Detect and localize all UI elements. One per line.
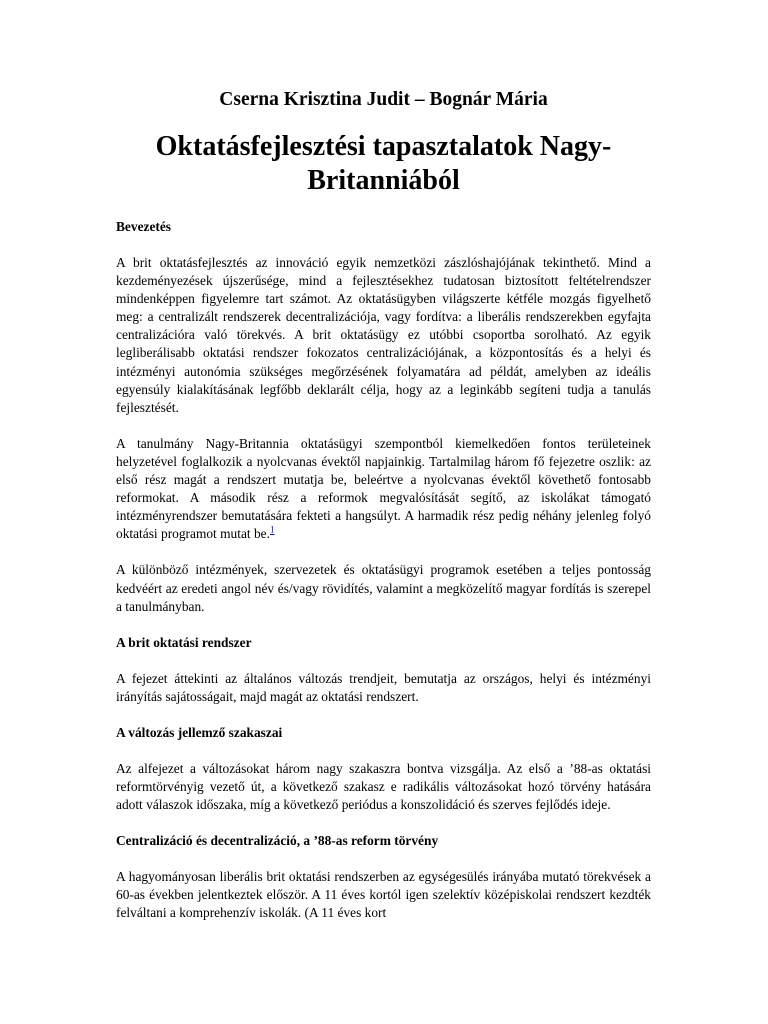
spacer — [116, 543, 651, 561]
paragraph — [116, 435, 651, 544]
paragraph: A hagyományosan liberális brit oktatási rendszerben az egységesülés irányába mutató törekvések a 60-as években jelentkeztek először. A 11 éves kortól igen szelektív középiskolai rendszert kezdték felváltani a komprehenzív iskolák. (A 11 éves kort — [116, 869, 651, 921]
paragraph: Az alfejezet a változásokat három nagy szakaszra bontva vizsgálja. Az első a ’88-as oktatási reformtörvényig vezető út, a következő szakasz e radikális változásokat hozó törvény hatására adott válaszok időszaka, míg a következő periódus a konszolidáció és szerves fejlődés ideje. — [116, 760, 651, 813]
heading-bevezetes: Bevezetés — [116, 219, 172, 234]
spacer — [116, 417, 651, 435]
document-page — [116, 86, 651, 922]
spacer — [116, 236, 651, 254]
authors: Cserna Krisztina Judit – Bognár Mária — [219, 89, 548, 110]
paragraph: A különböző intézmények, szervezetek és oktatásügyi programok esetében a teljes pontosság kedvéért az eredeti angol név és/vagy rövidítés, valamint a megközelítő magyar fordítás is szerepel a tanulmányban. — [116, 562, 651, 614]
spacer — [116, 814, 651, 832]
footnote-link[interactable]: 1 — [269, 524, 275, 535]
spacer — [116, 850, 651, 868]
paragraph: A fejezet áttekinti az általános változás trendjeit, bemutatja az országos, helyi és intézményi irányítás sajátosságait, majd magát az oktatási rendszert. — [116, 670, 651, 704]
spacer — [116, 742, 651, 760]
spacer — [116, 616, 651, 634]
paragraph-text: A tanulmány Nagy-Britannia oktatásügyi szempontból kiemelkedően fontos területeinek helyzetével foglalkozik a nyolcvanas évektől napjainkig. Tartalmilag három fő fejezetre oszlik: az első rész magát a rendszert mutatja be, beleértve a nyolcvanas évektől követhető fontosabb reformokat. A második rész a reformok megvalósítását segítő, az iskolákat támogató intézményrendszer bemutatására fekteti a hangsúlyt. A harmadik rész pedig néhány jelenleg folyó oktatási programot mutat be. — [116, 435, 651, 542]
document-title: Oktatásfejlesztési tapasztalatok Nagy-Britanniából — [155, 131, 612, 196]
heading-centralizacio: Centralizáció és decentralizáció, a ’88-as reform törvény — [116, 833, 439, 849]
spacer — [116, 652, 651, 670]
heading-valtozas-szakaszai: A változás jellemző szakaszai — [116, 724, 283, 740]
heading-brit-oktatasi-rendszer: A brit oktatási rendszer — [116, 634, 252, 650]
paragraph: A brit oktatásfejlesztés az innováció egyik nemzetközi zászlóshajójának tekinthető. Mind a kezdeményezések újszerűsége, mind a fejlesztésekhez tudatosan biztosított feltételrendszer mindenképpen figyelemre tart számot. Az oktatásügyben világszerte kétféle mozgás figyelhető meg: a centralizált rendszerek decentralizációja, vagy fordítva: a liberális rendszerekben egyfajta centralizációra való törekvés. A brit oktatásügy ez utóbbi csoportba sorolható. Az egyik legliberálisabb oktatási rendszer fokozatos centralizációjának, a központosítás és a helyi és intézményi autonómia szükséges megőrzésének folyamatára ad példát, amelyben az ideális egyensúly kialakításának legfőbb deklarált célja, hogy az a leginkább segíteni tudja a tanulás fejlesztését. — [116, 255, 651, 415]
spacer — [116, 198, 651, 218]
spacer — [116, 706, 651, 724]
